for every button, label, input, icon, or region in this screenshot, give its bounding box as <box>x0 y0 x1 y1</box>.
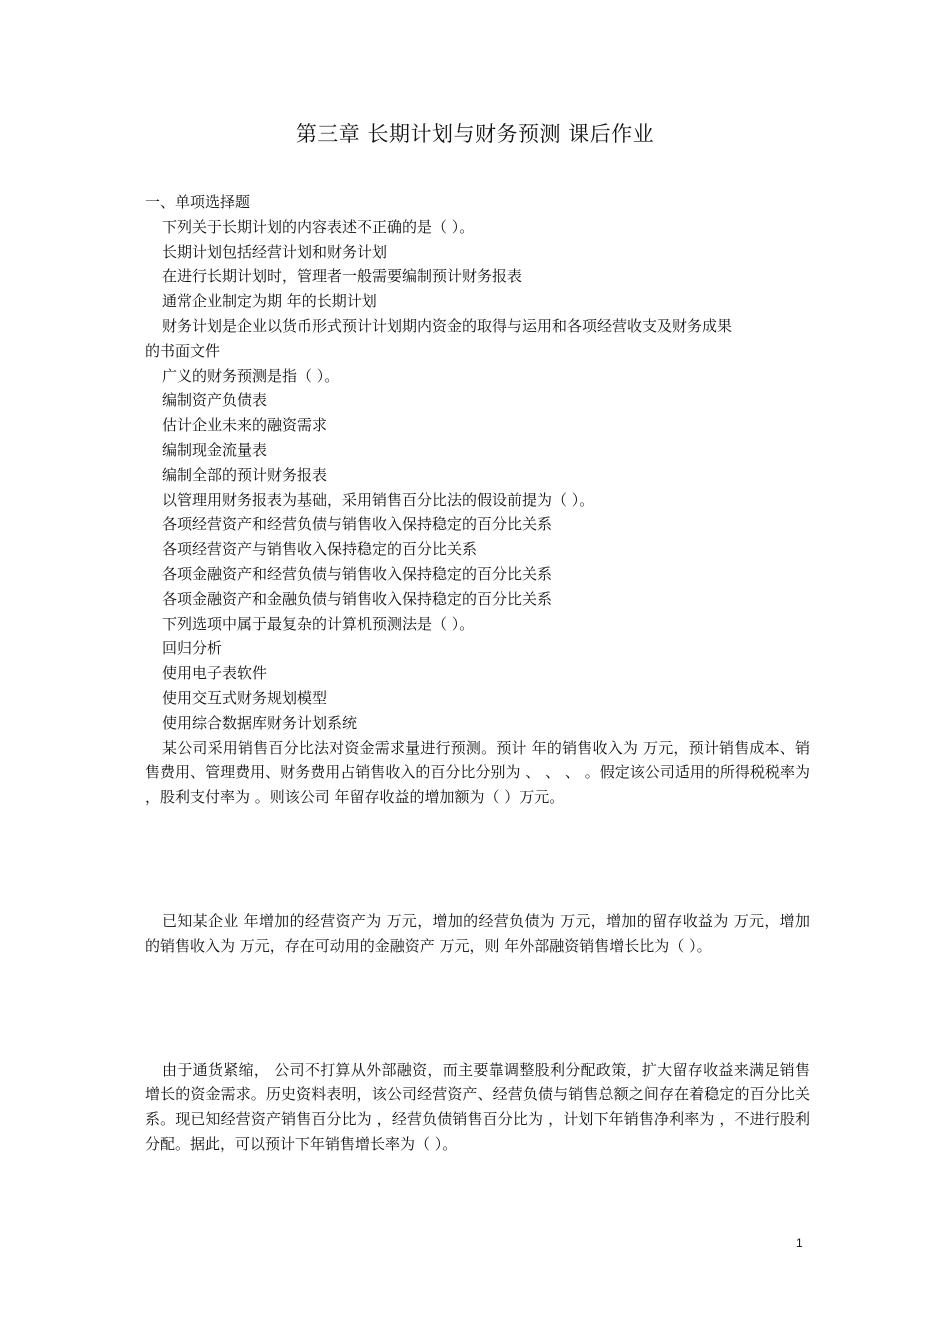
question-1-stem: 下列关于长期计划的内容表述不正确的是（ ）。 <box>162 217 475 236</box>
question-3-stem: 以管理用财务报表为基础，采用销售百分比法的假设前提为（ ）。 <box>162 490 595 509</box>
question-2-option: 编制资产负债表 <box>162 391 268 410</box>
question-4-option: 使用交互式财务规划模型 <box>162 688 328 707</box>
question-1-option-long: 财务计划是企业以货币形式预计计划期内资金的取得与运用和各项经营收支及财务成果 <box>162 316 733 335</box>
question-1-option-long-cont: 的书面文件 <box>145 341 221 360</box>
question-2-option: 编制现金流量表 <box>162 440 268 459</box>
blank-spacer <box>145 810 810 909</box>
question-2-option: 编制全部的预计财务报表 <box>162 465 328 484</box>
question-2-stem: 广义的财务预测是指（ ）。 <box>162 366 340 385</box>
question-5-text: 某公司采用销售百分比法对资金需求量进行预测。预计 年的销售收入为 万元，预计销售成本、销售费用、管理费用、财务费用占销售收入的百分比分别为 、 、 、 。假定该公司适用的所得税税率为 ，股利支付率为 。则该公司 年留存收益的增加额为（ ）万元。 <box>145 738 810 807</box>
question-1-option: 在进行长期计划时，管理者一般需要编制预计财务报表 <box>162 267 523 286</box>
question-4-stem: 下列选项中属于最复杂的计算机预测法是（ ）。 <box>162 614 475 633</box>
question-6-text: 已知某企业 年增加的经营资产为 万元，增加的经营负债为 万元，增加的留存收益为 万元，增加的销售收入为 万元，存在可动用的金融资产 万元，则 年外部融资销售增长比为（ ）。 <box>145 911 810 955</box>
section-heading: 一、单项选择题 <box>145 193 251 211</box>
question-3-option: 各项经营资产和经营负债与销售收入保持稳定的百分比关系 <box>162 515 553 534</box>
question-2-option: 估计企业未来的融资需求 <box>162 416 328 435</box>
document-body <box>145 190 810 1157</box>
question-4-option: 使用电子表软件 <box>162 664 268 683</box>
question-4-option: 回归分析 <box>162 639 223 658</box>
question-3-option: 各项经营资产与销售收入保持稳定的百分比关系 <box>162 540 478 559</box>
question-7-text: 由于通货紧缩， 公司不打算从外部融资，而主要靠调整股利分配政策，扩大留存收益来满足销售增长的资金需求。历史资料表明，该公司经营资产、经营负债与销售总额之间存在着稳定的百分比关系。现已知经营资产销售百分比为 ，经营负债销售百分比为 ，计划下年销售净利率为 ，不进行股利分配。据此，可以预计下年销售增长率为（ ）。 <box>145 1060 810 1153</box>
question-1-option: 通常企业制定为期 年的长期计划 <box>162 292 377 311</box>
blank-spacer <box>145 959 810 1058</box>
question-1-option: 长期计划包括经营计划和财务计划 <box>162 242 388 261</box>
question-3-option: 各项金融资产和金融负债与销售收入保持稳定的百分比关系 <box>162 589 553 608</box>
question-4-option: 使用综合数据库财务计划系统 <box>162 713 358 732</box>
page-title: 第三章 长期计划与财务预测 课后作业 <box>295 122 655 146</box>
question-3-option: 各项金融资产和经营负债与销售收入保持稳定的百分比关系 <box>162 564 553 583</box>
page-number: 1 <box>796 1236 803 1250</box>
